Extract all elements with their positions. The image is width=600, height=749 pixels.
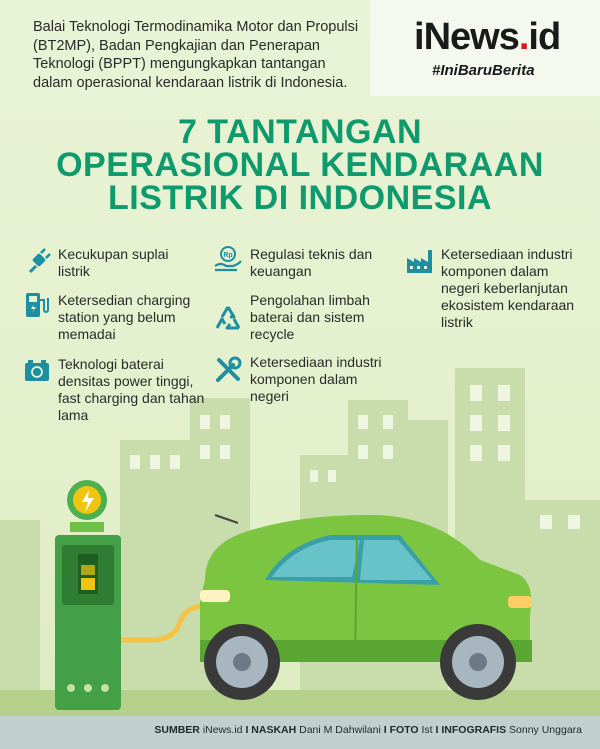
brand-tagline: #IniBaruBerita	[432, 62, 535, 79]
battery-icon	[22, 356, 52, 386]
svg-text:Rp: Rp	[223, 252, 233, 259]
recycle-icon	[213, 304, 243, 334]
factory-icon	[405, 246, 435, 276]
challenge-1: Kecukupan suplai listrik	[58, 246, 169, 279]
charging-station-icon	[22, 290, 52, 320]
main-title	[0, 113, 600, 217]
challenge-7: Ketersediaan industri komponen dalam negeri keberlanjutan ekosistem kendaraan listrik	[441, 246, 575, 330]
charging-station	[55, 480, 121, 710]
challenge-2: Ketersedian charging station yang belum memadai	[58, 292, 191, 342]
title-line-3: LISTRIK DI INDONESIA	[107, 179, 493, 217]
title-line-2: OPERASIONAL KENDARAAN	[56, 146, 544, 184]
brand-logo: iNews.id	[414, 16, 561, 58]
challenge-6: Ketersediaan industri komponen dalam negeri	[250, 354, 382, 404]
challenge-3: Teknologi baterai densitas power tinggi, fast charging dan tahan lama	[58, 356, 205, 423]
challenge-5: Pengolahan limbah baterai dan sistem recycle	[250, 292, 370, 342]
power-plug-icon	[22, 246, 52, 276]
intro-paragraph: Balai Teknologi Termodinamika Motor dan Propulsi (BT2MP), Badan Pengkajian dan Penerapan Teknologi (BPPT) mengungkapkan tantangan dalam operasional kendaraan listrik di Indonesia.	[33, 19, 359, 91]
title-line-1: 7 TANTANGAN	[177, 113, 423, 151]
credits-line: SUMBER iNews.id I NASKAH Dani M Dahwilani I FOTO Ist I INFOGRAFIS Sonny Unggara	[154, 724, 582, 736]
tools-icon	[213, 355, 243, 385]
challenge-4: Regulasi teknis dan keuangan	[250, 246, 373, 279]
money-hand-icon	[213, 244, 243, 274]
